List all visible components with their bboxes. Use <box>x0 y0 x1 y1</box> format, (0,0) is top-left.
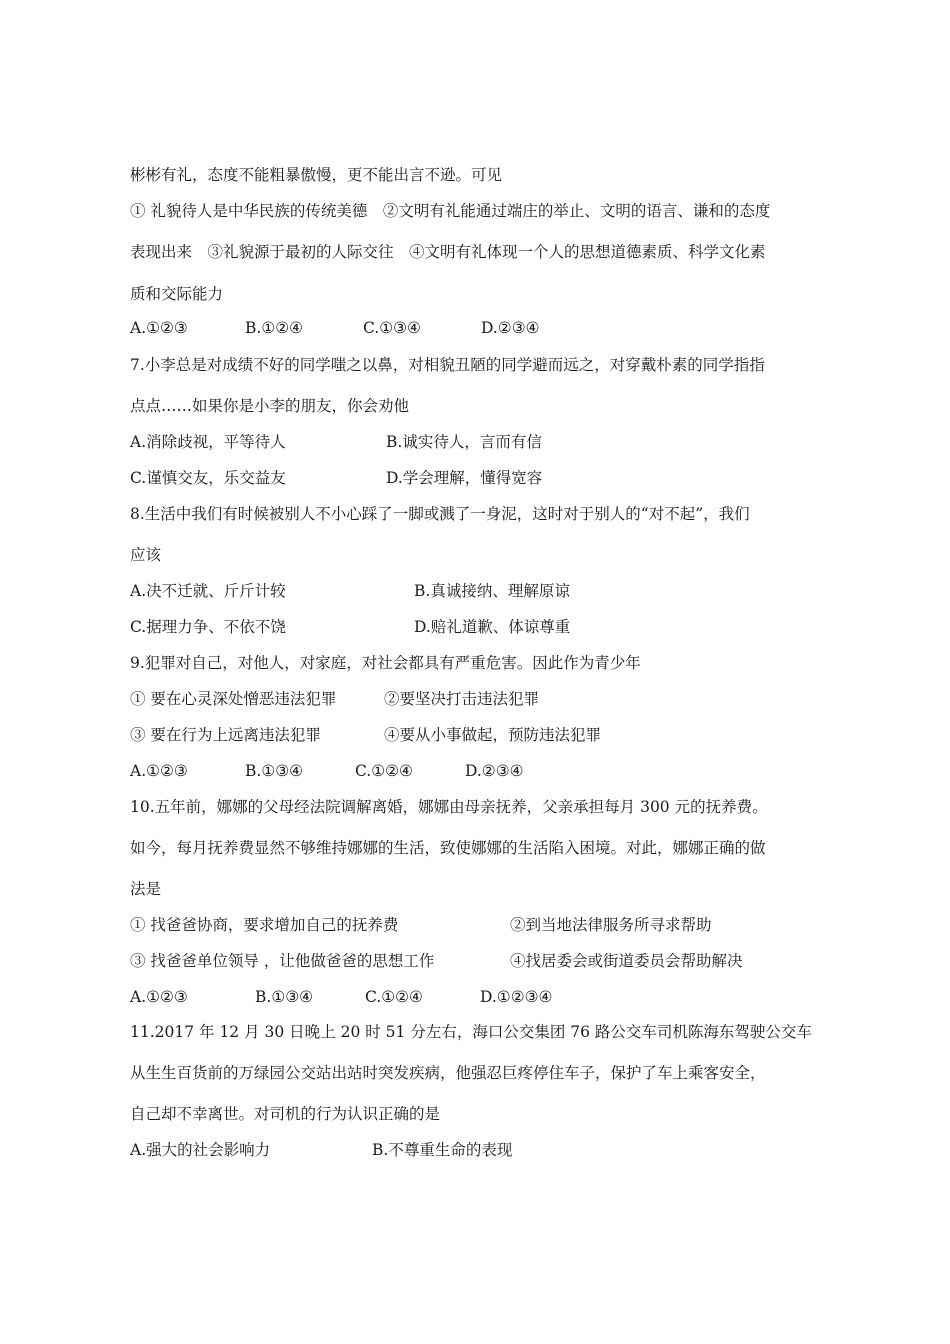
q6-statement-line: ① 礼貌待人是中华民族的传统美德 ②文明有礼能通过端庄的举止、文明的语言、谦和的态度 <box>130 202 771 220</box>
q11-option-b[interactable]: B.不尊重生命的表现 <box>372 1141 513 1159</box>
q10-option-d[interactable]: D.①②③④ <box>480 988 553 1006</box>
q6-statement-line: 表现出来 ③礼貌源于最初的人际交往 ④文明有礼体现一个人的思想道德素质、科学文化素 <box>130 243 766 261</box>
q8-option-b[interactable]: B.真诚接纳、理解原谅 <box>414 582 570 600</box>
q7-option-d[interactable]: D.学会理解，懂得宽容 <box>386 469 543 487</box>
q7-stem-line: 7.小李总是对成绩不好的同学嗤之以鼻，对相貌丑陋的同学避而远之，对穿戴朴素的同学指指 <box>130 356 765 374</box>
q10-statement: ① 找爸爸协商，要求增加自己的抚养费 <box>130 916 399 934</box>
q7-option-b[interactable]: B.诚实待人，言而有信 <box>386 433 542 451</box>
q8-stem-line: 8.生活中我们有时候被别人不小心踩了一脚或溅了一身泥，这时对于别人的“对不起”，我们 <box>130 505 750 523</box>
q9-option-d[interactable]: D.②③④ <box>465 762 524 780</box>
q8-option-d[interactable]: D.赔礼道歉、体谅尊重 <box>414 618 571 636</box>
q9-statement: ④要从小事做起，预防违法犯罪 <box>384 726 602 744</box>
q10-option-a[interactable]: A.①②③ <box>130 988 188 1006</box>
q8-stem-line: 应该 <box>130 546 162 564</box>
q7-option-c[interactable]: C.谨慎交友，乐交益友 <box>130 469 286 487</box>
q11-stem-line: 自己却不幸离世。对司机的行为认识正确的是 <box>130 1105 441 1123</box>
q10-option-b[interactable]: B.①③④ <box>255 988 314 1006</box>
q10-option-c[interactable]: C.①②④ <box>365 988 423 1006</box>
q11-stem-line: 从生生百货前的万绿园公交站出站时突发疾病，他强忍巨疼停住车子，保护了车上乘客安全， <box>130 1064 766 1082</box>
q9-statement: ②要坚决打击违法犯罪 <box>384 690 540 708</box>
q6-stem-tail: 彬彬有礼，态度不能粗暴傲慢，更不能出言不逊。可见 <box>130 166 503 184</box>
q10-statement: ③ 找爸爸单位领导 ，让他做爸爸的思想工作 <box>130 952 435 970</box>
q9-stem-line: 9.犯罪对自己，对他人，对家庭，对社会都具有严重危害。因此作为青少年 <box>130 654 641 672</box>
q6-option-c[interactable]: C.①③④ <box>363 319 421 337</box>
q10-statement: ②到当地法律服务所寻求帮助 <box>510 916 712 934</box>
q11-option-a[interactable]: A.强大的社会影响力 <box>130 1141 271 1159</box>
q6-option-b[interactable]: B.①②④ <box>245 319 304 337</box>
q8-option-a[interactable]: A.决不迁就、斤斤计较 <box>130 582 286 600</box>
q10-stem-line: 法是 <box>130 880 162 898</box>
q11-stem-line: 11.2017 年 12 月 30 日晚上 20 时 51 分左右，海口公交集团 76 路公交车司机陈海东驾驶公交车 <box>130 1023 812 1041</box>
q9-option-b[interactable]: B.①③④ <box>245 762 304 780</box>
q6-statement-line: 质和交际能力 <box>130 285 224 303</box>
q7-option-a[interactable]: A.消除歧视，平等待人 <box>130 433 286 451</box>
q10-statement: ④找居委会或街道委员会帮助解决 <box>510 952 743 970</box>
q6-option-d[interactable]: D.②③④ <box>481 319 540 337</box>
q9-statement: ① 要在心灵深处憎恶违法犯罪 <box>130 690 337 708</box>
q7-stem-line: 点点……如果你是小李的朋友，你会劝他 <box>130 397 410 415</box>
q9-statement: ③ 要在行为上远离违法犯罪 <box>130 726 321 744</box>
q9-option-c[interactable]: C.①②④ <box>355 762 413 780</box>
q10-stem-line: 如今，每月抚养费显然不够维持娜娜的生活，致使娜娜的生活陷入困境。对此，娜娜正确的做 <box>130 839 766 857</box>
q10-stem-line: 10.五年前，娜娜的父母经法院调解离婚，娜娜由母亲抚养，父亲承担每月 300 元的抚养费。 <box>130 798 768 816</box>
q9-option-a[interactable]: A.①②③ <box>130 762 188 780</box>
q6-option-a[interactable]: A.①②③ <box>130 319 188 337</box>
q8-option-c[interactable]: C.据理力争、不依不饶 <box>130 618 286 636</box>
